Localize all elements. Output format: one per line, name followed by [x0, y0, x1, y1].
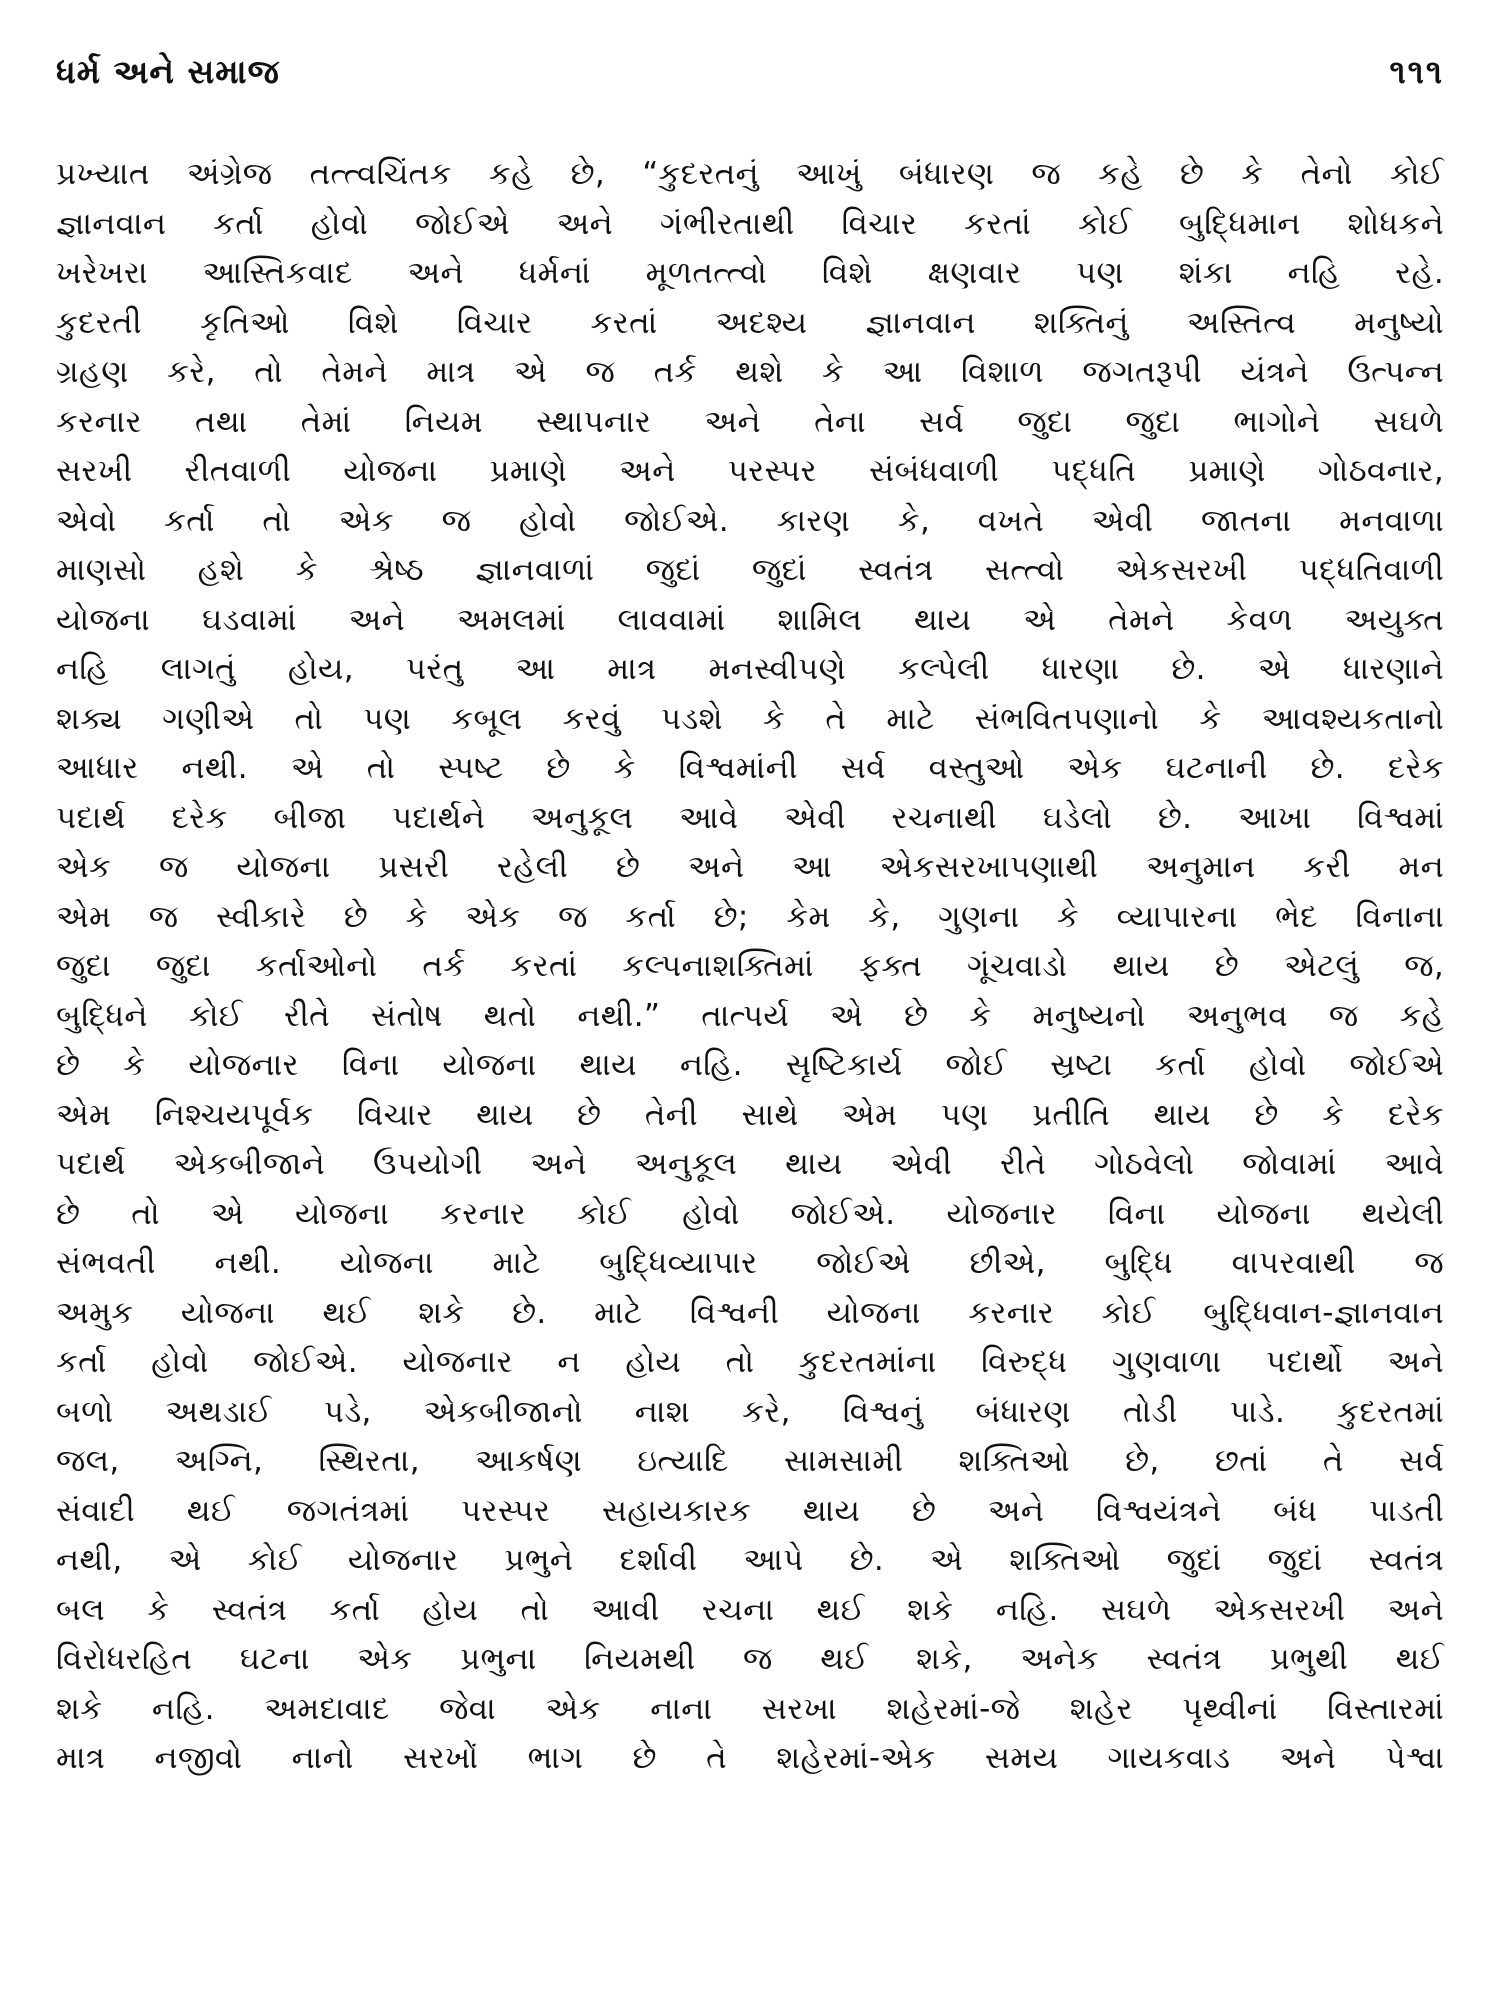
text-line: બુદ્ધિને કોઈ રીતે સંતોષ થતો નથી.” તાત્પર્ય એ છે કે મનુષ્યનો અનુભવ જ કહે	[56, 997, 1444, 1034]
body-paragraph	[56, 150, 1444, 1784]
text-line: નથી, એ કોઈ યોજનાર પ્રભુને દર્શાવી આપે છે. એ શક્તિઓ જુદાં જુદાં સ્વતંત્ર	[56, 1542, 1444, 1578]
text-line: યોજના ઘડવામાં અને અમલમાં લાવવામાં શામિલ થાય એ તેમને કેવળ અયુક્ત	[56, 601, 1444, 638]
text-line: વિરોધરહિત ઘટના એક પ્રભુના નિયમથી જ થઈ શકે, અનેક સ્વતંત્ર પ્રભુથી થઈ	[56, 1641, 1444, 1677]
text-line: એમ નિશ્ચયપૂર્વક વિચાર થાય છે તેની સાથે એમ પણ પ્રતીતિ થાય છે કે દરેક	[56, 1096, 1444, 1133]
text-line: સંભવતી નથી. યોજના માટે બુદ્ધિવ્યાપાર જોઈએ છીએ, બુદ્ધિ વાપરવાથી જ	[56, 1245, 1444, 1281]
text-line: કર્તા હોવો જોઈએ. યોજનાર ન હોય તો કુદરતમાંના વિરુદ્ધ ગુણવાળા પદાર્થો અને	[56, 1344, 1444, 1380]
text-line: જુદા જુદા કર્તાઓનો તર્ક કરતાં કલ્પનાશક્તિમાં ફક્ત ગૂંચવાડો થાય છે એટલું જ,	[56, 948, 1444, 984]
text-line: બળો અથડાઈ પડે, એકબીજાનો નાશ કરે, વિશ્વનું બંધારણ તોડી પાડે. કુદરતમાં	[56, 1393, 1444, 1430]
text-line: નહિ લાગતું હોય, પરંતુ આ માત્ર મનસ્વીપણે કલ્પેલી ધારણા છે. એ ધારણાને	[56, 651, 1444, 687]
text-line: બલ કે સ્વતંત્ર કર્તા હોય તો આવી રચના થઈ શકે નહિ. સઘળે એકસરખી અને	[56, 1591, 1444, 1628]
text-line: ખરેખરા આસ્તિકવાદ અને ધર્મનાં મૂળતત્ત્વો વિશે ક્ષણવાર પણ શંકા નહિ રહે.	[56, 255, 1444, 291]
text-line: એમ જ સ્વીકારે છે કે એક જ કર્તા છે; કેમ કે, ગુણના કે વ્યાપારના ભેદ વિનાના	[56, 898, 1444, 935]
text-line: શક્ય ગણીએ તો પણ કબૂલ કરવું પડશે કે તે માટે સંભવિતપણાનો કે આવશ્યકતાનો	[56, 700, 1444, 737]
chapter-title: ધર્મ અને સમાજ	[56, 52, 280, 91]
text-line: પદાર્થ એકબીજાને ઉપયોગી અને અનુકૂલ થાય એવી રીતે ગોઠવેલો જોવામાં આવે	[56, 1146, 1444, 1182]
text-line: અમુક યોજના થઈ શકે છે. માટે વિશ્વની યોજના કરનાર કોઈ બુદ્ધિવાન-જ્ઞાનવાન	[56, 1294, 1444, 1331]
text-line: માત્ર નજીવો નાનો સરખોં ભાગ છે તે શહેરમાં-એક સમય ગાયકવાડ અને પેશ્વા	[56, 1740, 1444, 1776]
text-line: માણસો હશે કે શ્રેષ્ઠ જ્ઞાનવાળાં જુદાં જુદાં સ્વતંત્ર સત્ત્વો એકસરખી પદ્ધતિવાળી	[56, 552, 1444, 588]
text-line: પ્રખ્યાત અંગ્રેજ તત્ત્વચિંતક કહે છે, “કુદરતનું આખું બંધારણ જ કહે છે કે તેનો કોઈ	[56, 156, 1444, 192]
text-line: પદાર્થ દરેક બીજા પદાર્થને અનુકૂલ આવે એવી રચનાથી ઘડેલો છે. આખા વિશ્વમાં	[56, 799, 1444, 836]
book-page	[56, 52, 1444, 1784]
text-line: કુદરતી કૃતિઓ વિશે વિચાર કરતાં અદશ્ય જ્ઞાનવાન શક્તિનું અસ્તિત્વ મનુષ્યો	[56, 304, 1444, 341]
text-line: એવો કર્તા તો એક જ હોવો જોઈએ. કારણ કે, વખતે એવી જાતના મનવાળા	[56, 502, 1444, 539]
text-line: આધાર નથી. એ તો સ્પષ્ટ છે કે વિશ્વમાંની સર્વ વસ્તુઓ એક ઘટનાની છે. દરેક	[56, 750, 1444, 786]
text-line: સંવાદી થઈ જગતંત્રમાં પરસ્પર સહાયકારક થાય છે અને વિશ્વયંત્રને બંધ પાડતી	[56, 1492, 1444, 1529]
text-line: સરખી રીતવાળી યોજના પ્રમાણે અને પરસ્પર સંબંધવાળી પદ્ધતિ પ્રમાણે ગોઠવનાર,	[56, 453, 1444, 489]
text-line: ગ્રહણ કરે, તો તેમને માત્ર એ જ તર્ક થશે કે આ વિશાળ જગતરૂપી યંત્રને ઉત્પન્ન	[56, 354, 1444, 390]
page-number: ૧૧૧	[1389, 52, 1444, 91]
text-line: કરનાર તથા તેમાં નિયમ સ્થાપનાર અને તેના સર્વ જુદા જુદા ભાગોને સઘળે	[56, 403, 1444, 440]
text-line: એક જ યોજના પ્રસરી રહેલી છે અને આ એકસરખાપણાથી અનુમાન કરી મન	[56, 849, 1444, 885]
text-line: છે તો એ યોજના કરનાર કોઈ હોવો જોઈએ. યોજનાર વિના યોજના થયેલી	[56, 1195, 1444, 1232]
text-line: શકે નહિ. અમદાવાદ જેવા એક નાના સરખા શહેરમાં-જે શહેર પૃથ્વીનાં વિસ્તારમાં	[56, 1690, 1444, 1727]
text-line: જલ, અગ્નિ, સ્થિરતા, આકર્ષણ ઇત્યાદિ સામસામી શક્તિઓ છે, છતાં તે સર્વ	[56, 1443, 1444, 1479]
text-line: જ્ઞાનવાન કર્તા હોવો જોઈએ અને ગંભીરતાથી વિચાર કરતાં કોઈ બુદ્ધિમાન શોધકને	[56, 205, 1444, 242]
running-head	[56, 52, 1444, 114]
text-line: છે કે યોજનાર વિના યોજના થાય નહિ. સૃષ્ટિકાર્ય જોઈ સ્રષ્ટા કર્તા હોવો જોઈએ	[56, 1047, 1444, 1083]
